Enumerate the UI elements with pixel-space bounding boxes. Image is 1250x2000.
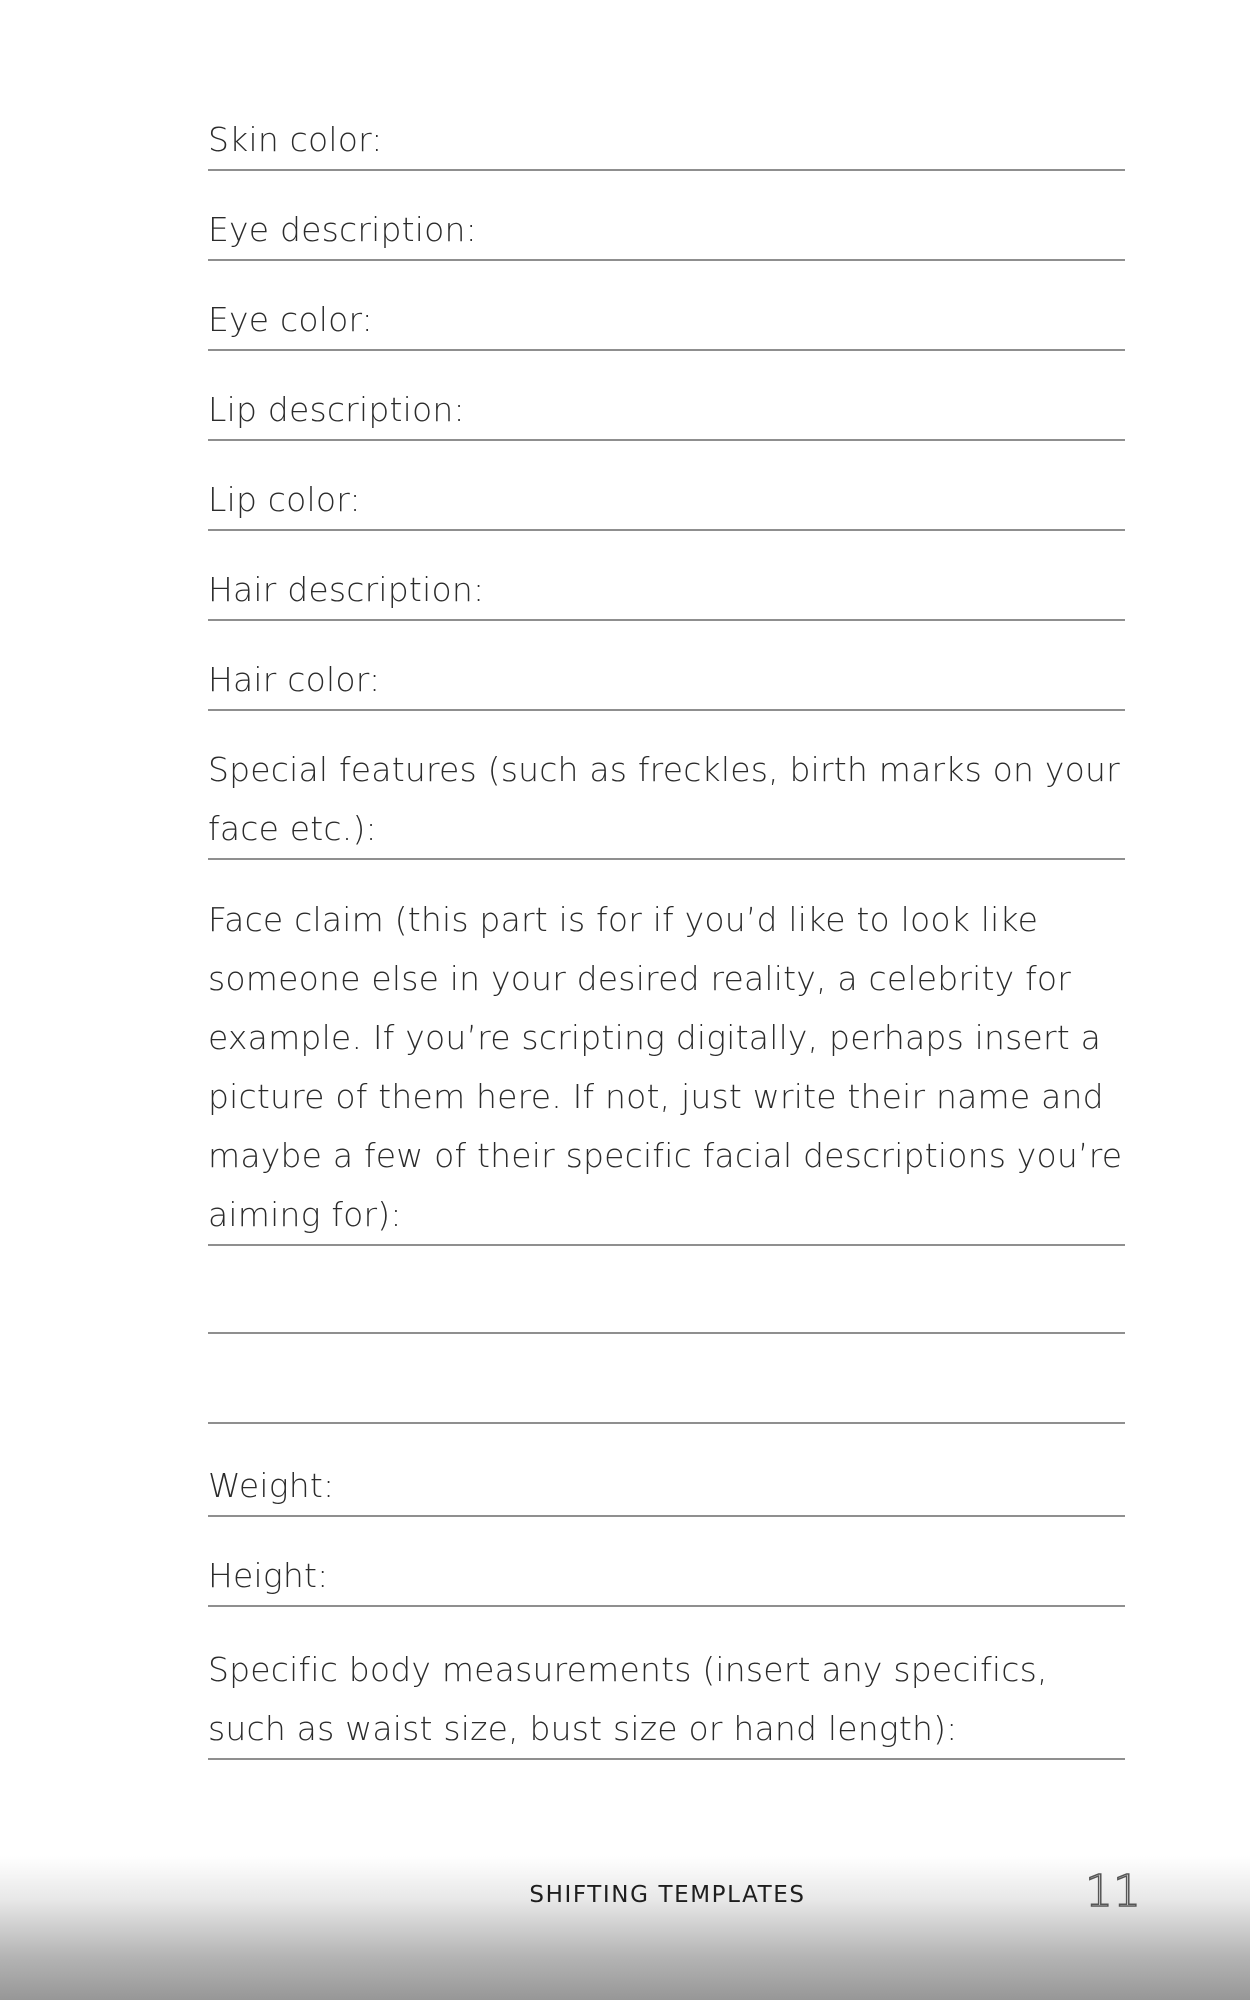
field-label: Hair description:: [208, 570, 485, 609]
field-label: Eye description:: [208, 210, 477, 249]
field-label: Lip color:: [208, 480, 361, 519]
field-hair-color[interactable]: [208, 650, 1125, 711]
field-label: Skin color:: [208, 120, 383, 159]
field-label: Lip description:: [208, 390, 465, 429]
field-label: Weight:: [208, 1466, 335, 1505]
footer-title: SHIFTING TEMPLATES: [529, 1882, 806, 1908]
field-special-features[interactable]: [208, 740, 1125, 860]
face-claim-blank-line[interactable]: [208, 1332, 1125, 1334]
field-body-measurements[interactable]: [208, 1640, 1125, 1760]
field-label: Special features (such as freckles, birth marks on your face etc.):: [208, 750, 1120, 848]
field-skin-color[interactable]: [208, 110, 1125, 171]
field-label: Height:: [208, 1556, 329, 1595]
face-claim-blank-line[interactable]: [208, 1422, 1125, 1424]
field-lip-color[interactable]: [208, 470, 1125, 531]
field-lip-description[interactable]: [208, 380, 1125, 441]
field-eye-description[interactable]: [208, 200, 1125, 261]
field-face-claim[interactable]: [208, 890, 1125, 1246]
page-number: 11: [1085, 1866, 1141, 1917]
field-hair-description[interactable]: [208, 560, 1125, 621]
field-eye-color[interactable]: [208, 290, 1125, 351]
field-label: Hair color:: [208, 660, 381, 699]
field-label: Eye color:: [208, 300, 373, 339]
page-footer: [0, 1856, 1250, 2000]
field-weight[interactable]: [208, 1456, 1125, 1517]
field-label: Face claim (this part is for if you’d like to look like someone else in your desired reality, a celebrity for example. If you’re scripting digitally, perhaps insert a picture of them here. If not, just write their name and maybe a few of their specific facial descriptions you’re aiming for):: [208, 900, 1123, 1234]
field-height[interactable]: [208, 1546, 1125, 1607]
field-label: Specific body measurements (insert any specifics, such as waist size, bust size or hand length):: [208, 1650, 1048, 1748]
